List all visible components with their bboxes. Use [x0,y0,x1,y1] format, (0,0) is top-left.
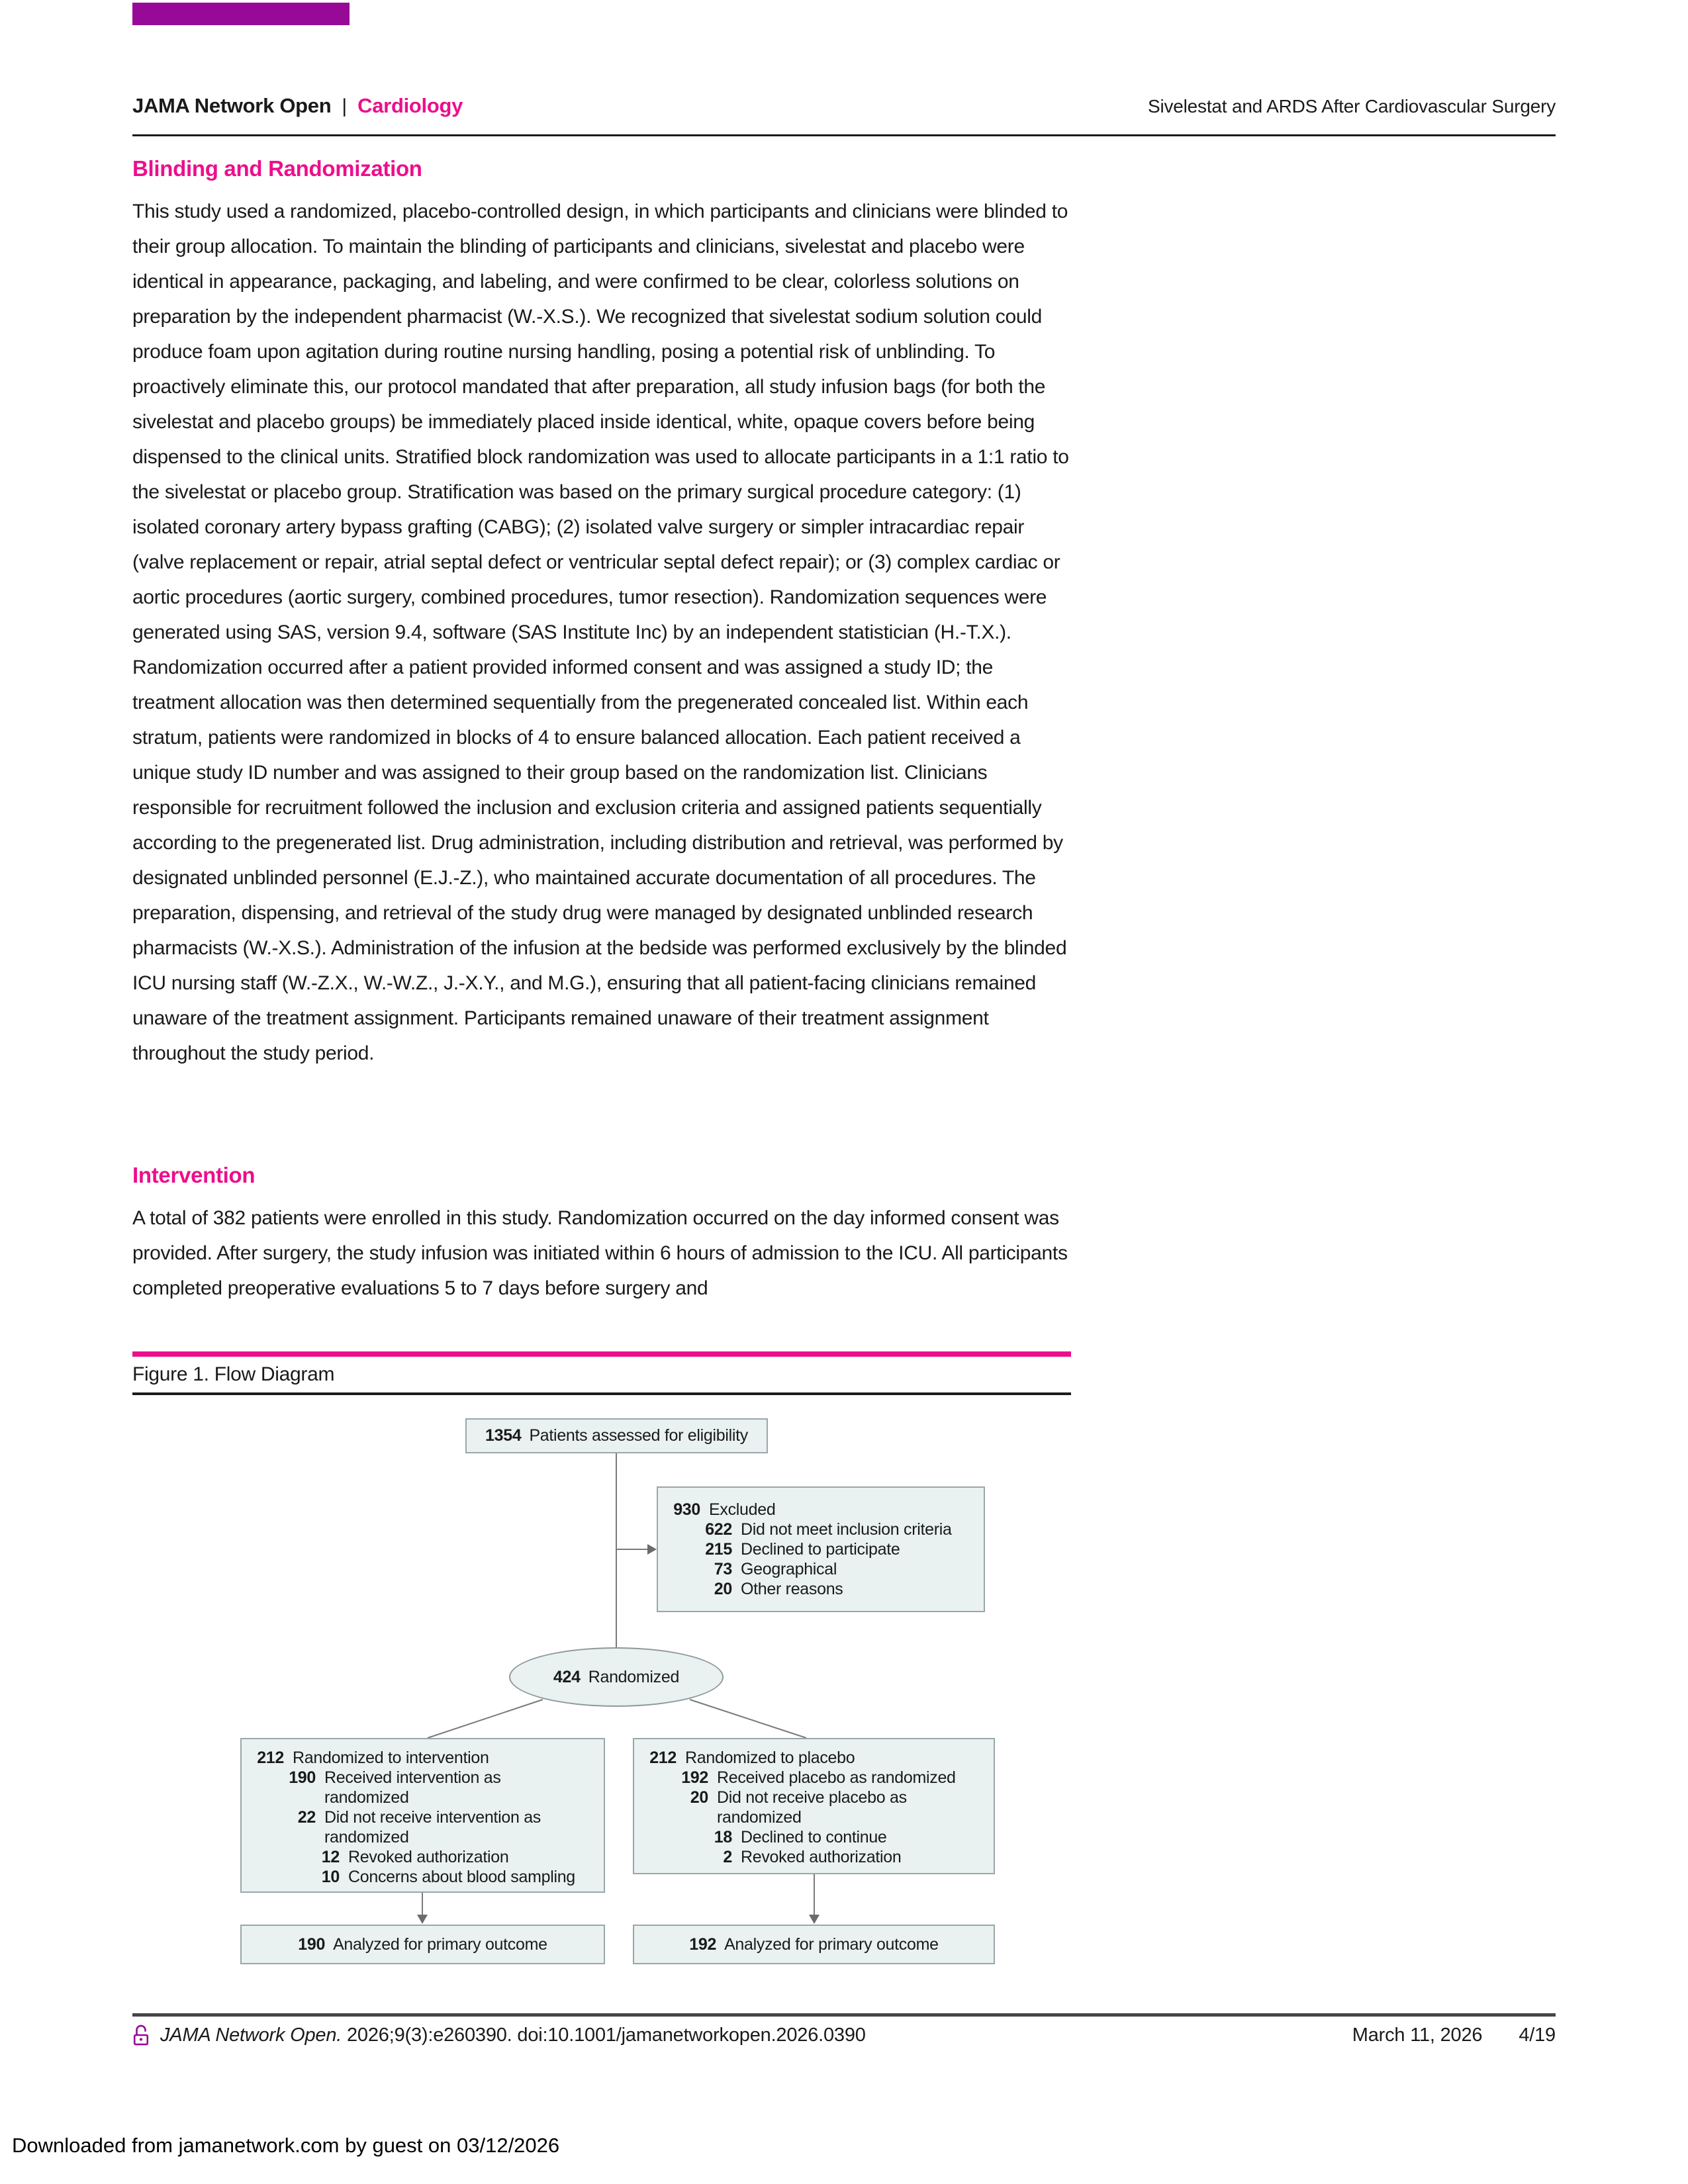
masthead-divider: | [342,95,348,117]
excluded-reason-row: 215 Declined to participate [705,1540,900,1559]
flow-box-analyzed-intervention: 190 Analyzed for primary outcome [240,1925,605,1964]
excluded-row: 930 Excluded [673,1500,776,1519]
citation-rest: 2026;9(3):e260390. doi:10.1001/jamanetworkopen.2026.0390 [342,2024,866,2046]
masthead [132,94,1556,118]
journal-name: JAMA Network Open [132,94,332,117]
assessed-count: 1354 [485,1426,522,1445]
flow-box-excluded [657,1486,985,1612]
running-title: Sivelestat and ARDS After Cardiovascular Surgery [1147,96,1556,116]
assessed-label: Patients assessed for eligibility [529,1426,748,1445]
open-access-lock-icon [132,2024,150,2046]
flow-ellipse-randomized [509,1647,724,1707]
excluded-reason-row: 73 Geographical [714,1560,837,1578]
figure-title: Figure 1. Flow Diagram [132,1363,335,1385]
arm-row: 212 Randomized to placebo [649,1749,855,1767]
section-heading-blinding: Blinding and Randomization [132,156,422,181]
arm-detail-row: 12 Revoked authorization [321,1848,509,1866]
arm-detail-row: 10 Concerns about blood sampling [321,1868,575,1886]
citation [160,2025,866,2046]
arm-detail-row: 18 Declined to continue [714,1828,887,1846]
footer [132,2024,1556,2046]
section-heading-intervention: Intervention [132,1163,256,1187]
jama-brand-bar [132,3,350,25]
excluded-reason-row: 20 Other reasons [714,1580,843,1598]
figure-top-rule [132,1351,1071,1357]
paragraph-intervention: A total of 382 patients were enrolled in this study. Randomization occurred on the day informed consent was provided. After surgery, the study infusion was initiated within 6 hours of admission to the ICU. All participants completed preoperative evaluations 5 to 7 days before surgery and [132,1207,1068,1299]
randomized-label: Randomized [588,1667,680,1686]
flow-box-assessed [465,1418,768,1453]
arm-detail-row: 20 Did not receive placebo as randomized [690,1788,907,1827]
figure-title-rule [132,1392,1071,1395]
arm-row: 212 Randomized to intervention [257,1749,489,1767]
arm-detail-row: 2 Revoked authorization [723,1848,902,1866]
arm-detail-row: 22 Did not receive intervention as randomized [297,1808,541,1846]
flow-box-intervention-arm [240,1738,605,1893]
footer-page-number: 4/19 [1519,2024,1556,2046]
paragraph-blinding: This study used a randomized, placebo-controlled design, in which participants and clinicians were blinded to their group allocation. To maintain the blinding of participants and clinicians, sivelestat and placebo were identical in appearance, packaging, and labeling, and were confirmed to be clear, colorless solutions on preparation by the independent pharmacist (W.-X.S.). We recognized that sivelestat sodium solution could produce foam upon agitation during routine nursing handling, posing a potential risk of unblinding. To proactively eliminate this, our protocol mandated that after preparation, all study infusion bags (for both the sivelestat and placebo groups) be immediately placed inside identical, white, opaque covers before being dispensed to the clinical units. Stratified block randomization was used to allocate participants in a 1:1 ratio to the sivelestat or placebo group. Stratification was based on the primary surgical procedure category: (1) isolated coronary artery bypass grafting (CABG); (2) isolated valve surgery or simpler intracardiac repair (valve replacement or repair, atrial septal defect or ventricular septal defect repair); or (3) complex cardiac or aortic procedures (aortic surgery, combined procedures, tumor resection). Randomization sequences were generated using SAS, version 9.4, software (SAS Institute Inc) by an independent statistician (H.-T.X.). Randomization occurred after a patient provided informed consent and was assigned a study ID; the treatment allocation was then determined sequentially from the pregenerated concealed list. Within each stratum, patients were randomized in blocks of 4 to ensure balanced allocation. Each patient received a unique study ID number and was assigned to their group based on the randomization list. Clinicians responsible for recruitment followed the inclusion and exclusion criteria and assigned patients sequentially according to the pregenerated list. Drug administration, including distribution and retrieval, was performed by designated unblinded personnel (E.J.-Z.), who maintained accurate documentation of all procedures. The preparation, dispensing, and retrieval of the study drug were managed by designated unblinded research pharmacists (W.-X.S.). Administration of the infusion at the bedside was performed exclusively by the blinded ICU nursing staff (W.-Z.X., W.-W.Z., J.-X.Y., and M.G.), ensuring that all patient-facing clinicians remained unaware of the treatment assignment. Participants remained unaware of their treatment assignment throughout the study period. [132,201,1069,1064]
journal-section: Cardiology [357,94,463,117]
citation-journal: JAMA Network Open. [160,2024,342,2046]
header-rule [132,134,1556,136]
flow-box-placebo-arm [633,1738,995,1874]
flow-box-analyzed-placebo: 192 Analyzed for primary outcome [633,1925,995,1964]
randomized-count: 424 [553,1667,581,1686]
arm-detail-row: 192 Received placebo as randomized [681,1768,956,1787]
excluded-reason-row: 622 Did not meet inclusion criteria [705,1520,952,1539]
footer-date: March 11, 2026 [1352,2024,1483,2046]
footer-rule [132,2013,1556,2017]
arm-detail-row: 190 Received intervention as randomized [289,1768,501,1807]
download-notice: Downloaded from jamanetwork.com by guest on 03/12/2026 [12,2134,560,2157]
